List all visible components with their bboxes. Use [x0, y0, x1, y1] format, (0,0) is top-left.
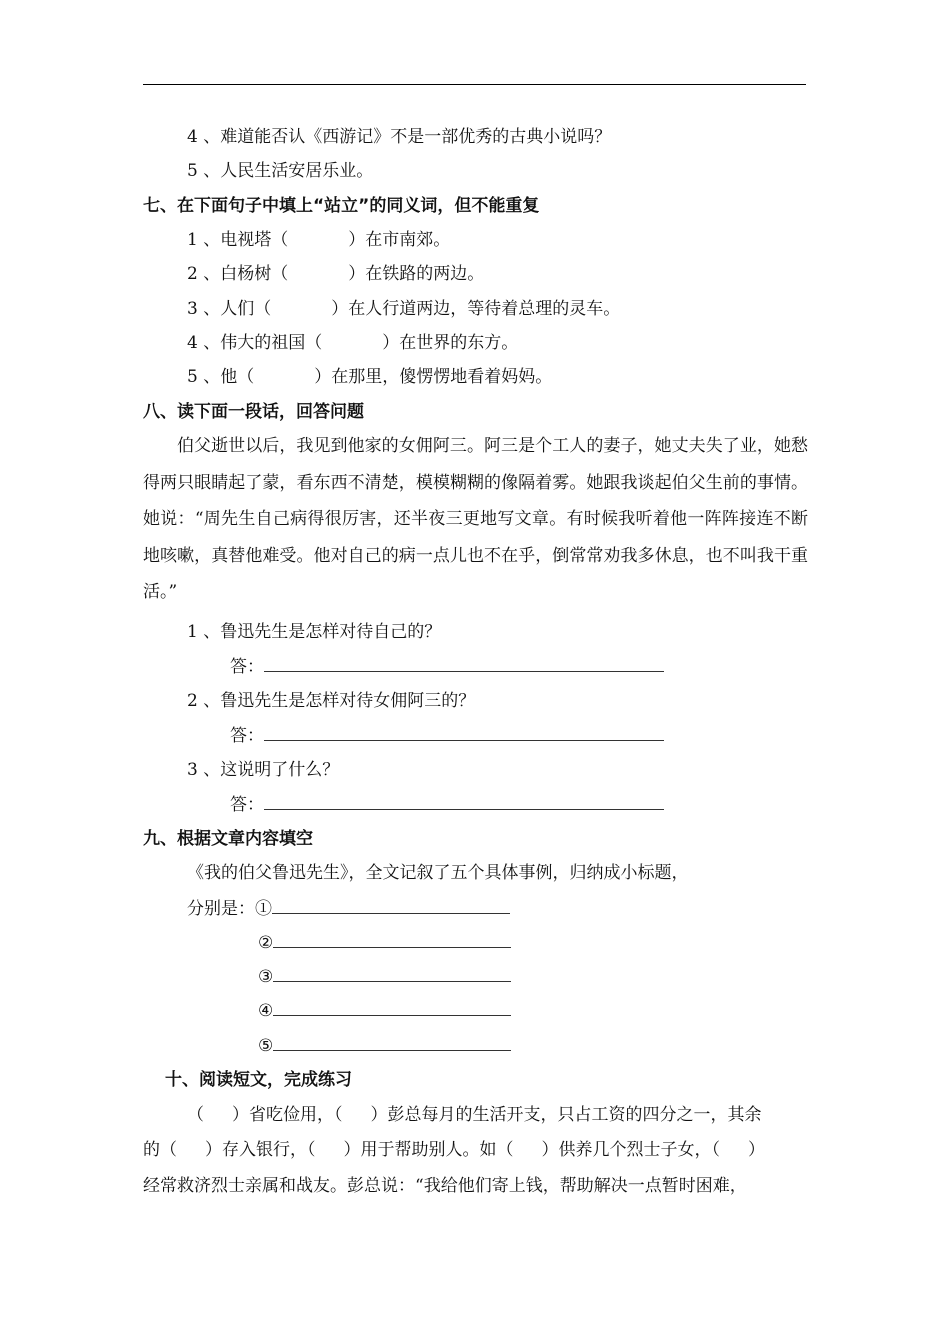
reading-passage: 伯父逝世以后，我见到他家的女佣阿三。阿三是个工人的妻子，她丈夫失了业，她愁得两只眼睛起了蒙，看东西不清楚，模模糊糊的像隔着雾。她跟我谈起伯父生前的事情。她说：“周先生自己病得很厉害，还半夜三更地写文章。有时候我听着他一阵阵接连不断地咳嗽，真替他难受。他对自己的病一点儿也不在乎，倒常常劝我多休息，也不叫我干重活。”	[143, 436, 808, 602]
fill-item-text: ）在人行道两边，等待着总理的灵车。	[331, 299, 621, 319]
lead-label: 分别是：	[187, 899, 255, 919]
fill-item-text: 4 、伟大的祖国（	[187, 333, 323, 353]
answer-line[interactable]	[264, 655, 664, 672]
fill-item-text: ）在那里，傻愣愣地看着妈妈。	[314, 367, 553, 387]
section-heading: 七、在下面句子中填上“站立”的同义词，但不能重复	[143, 196, 540, 216]
fill-row	[258, 999, 511, 1022]
answer-line[interactable]	[264, 724, 664, 741]
answer-row	[230, 793, 664, 816]
fill-item-text: 1 、电视塔（	[187, 230, 289, 250]
answer-label: 答：	[230, 657, 264, 677]
fill-item-text: 3 、人们（	[187, 299, 272, 319]
answer-line[interactable]	[264, 793, 664, 810]
top-rule	[143, 84, 806, 85]
fill-item-text: ）在世界的东方。	[382, 333, 519, 353]
passage-line: 经常救济烈士亲属和战友。彭总说：“我给他们寄上钱，帮助解决一点暂时困难，	[143, 1176, 747, 1196]
fill-item	[187, 298, 620, 320]
fill-row	[187, 897, 510, 920]
circled-number: ②	[258, 933, 274, 953]
section-heading: 九、根据文章内容填空	[143, 829, 313, 849]
fill-item	[187, 366, 552, 388]
answer-label: 答：	[230, 726, 264, 746]
answer-line[interactable]	[272, 897, 510, 914]
fill-item	[187, 263, 484, 285]
question-item: 4 、难道能否认《西游记》不是一部优秀的古典小说吗？	[187, 127, 612, 147]
circled-number: ⑤	[258, 1036, 274, 1056]
fill-item-text: ）在铁路的两边。	[348, 264, 485, 284]
question-item: 5 、人民生活安居乐业。	[187, 161, 374, 181]
answer-line[interactable]	[273, 931, 511, 948]
section-heading: 八、读下面一段话，回答问题	[143, 402, 364, 422]
answer-line[interactable]	[273, 1034, 511, 1051]
fill-item-text: ）在市南郊。	[348, 230, 451, 250]
answer-line[interactable]	[273, 999, 511, 1016]
fill-item	[187, 332, 518, 354]
question-item: 2 、鲁迅先生是怎样对待女佣阿三的？	[187, 691, 476, 711]
answer-line[interactable]	[273, 965, 511, 982]
intro-text: 《我的伯父鲁迅先生》，全文记叙了五个具体事例，归纳成小标题，	[187, 863, 689, 883]
fill-row	[258, 1034, 511, 1057]
question-item: 1 、鲁迅先生是怎样对待自己的？	[187, 622, 442, 642]
passage-line: （ ）省吃俭用，（ ）彭总每月的生活开支，只占工资的四分之一，其余	[187, 1105, 762, 1125]
fill-item	[187, 229, 450, 251]
circled-number: ④	[258, 1001, 274, 1021]
answer-label: 答：	[230, 795, 264, 815]
question-item: 3 、这说明了什么？	[187, 760, 340, 780]
answer-row	[230, 655, 664, 678]
fill-row	[258, 931, 511, 954]
fill-item-text: 5 、他（	[187, 367, 255, 387]
passage-line: 的（ ）存入银行，（ ）用于帮助别人。如（ ）供养几个烈士子女，（ ）	[143, 1140, 765, 1160]
fill-row	[258, 965, 511, 988]
section-heading: 十、阅读短文，完成练习	[165, 1070, 352, 1090]
answer-row	[230, 724, 664, 747]
circled-number: ③	[258, 967, 274, 987]
fill-item-text: 2 、白杨树（	[187, 264, 289, 284]
circled-number: ①	[255, 899, 272, 919]
